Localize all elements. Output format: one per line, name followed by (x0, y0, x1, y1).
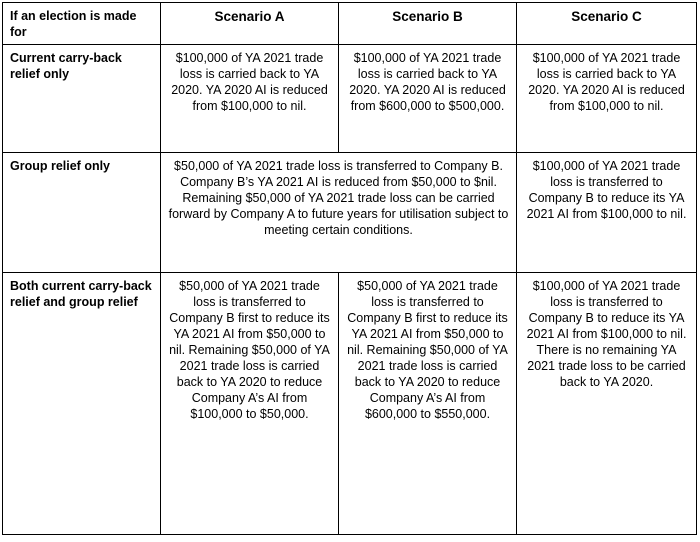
cell-row2-scenario-c: $100,000 of YA 2021 trade loss is transferred to Company B to reduce its YA 2021 AI from $100,000 to nil. (517, 153, 697, 273)
table-row (3, 45, 697, 153)
table-row (3, 153, 697, 273)
table-header-row (3, 3, 697, 45)
scenario-comparison-table (2, 2, 697, 535)
row-label-current-carry-back: Current carry-back relief only (3, 45, 161, 153)
cell-row1-scenario-a: $100,000 of YA 2021 trade loss is carried back to YA 2020. YA 2020 AI is reduced from $100,000 to nil. (161, 45, 339, 153)
header-cell-scenario-b: Scenario B (339, 3, 517, 45)
cell-row3-scenario-c: $100,000 of YA 2021 trade loss is transferred to Company B to reduce its YA 2021 AI from $100,000 to nil. There is no remaining YA 2021 trade loss to be carried back to YA 2020. (517, 273, 697, 535)
table-row (3, 273, 697, 535)
cell-row3-scenario-b: $50,000 of YA 2021 trade loss is transferred to Company B first to reduce its YA 2021 AI from $50,000 to nil. Remaining $50,000 of YA 2021 trade loss is carried back to YA 2020 to reduce Company A’s AI from $600,000 to $550,000. (339, 273, 517, 535)
cell-row1-scenario-c: $100,000 of YA 2021 trade loss is carried back to YA 2020. YA 2020 AI is reduced from $100,000 to nil. (517, 45, 697, 153)
cell-row2-scenario-a-b-merged: $50,000 of YA 2021 trade loss is transferred to Company B. Company B’s YA 2021 AI is reduced from $50,000 to $nil. Remaining $50,000 of YA 2021 trade loss can be carried forward by Company A to future years for utilisation subject to meeting certain conditions. (161, 153, 517, 273)
cell-row1-scenario-b: $100,000 of YA 2021 trade loss is carried back to YA 2020. YA 2020 AI is reduced from $600,000 to $500,000. (339, 45, 517, 153)
cell-row3-scenario-a: $50,000 of YA 2021 trade loss is transferred to Company B first to reduce its YA 2021 AI from $50,000 to nil. Remaining $50,000 of YA 2021 trade loss is carried back to YA 2020 to reduce Company A’s AI from $100,000 to $50,000. (161, 273, 339, 535)
row-label-group-relief: Group relief only (3, 153, 161, 273)
header-cell-scenario-c: Scenario C (517, 3, 697, 45)
row-label-both-reliefs: Both current carry-back relief and group relief (3, 273, 161, 535)
header-cell-scenario-a: Scenario A (161, 3, 339, 45)
header-cell-election: If an election is made for (3, 3, 161, 45)
